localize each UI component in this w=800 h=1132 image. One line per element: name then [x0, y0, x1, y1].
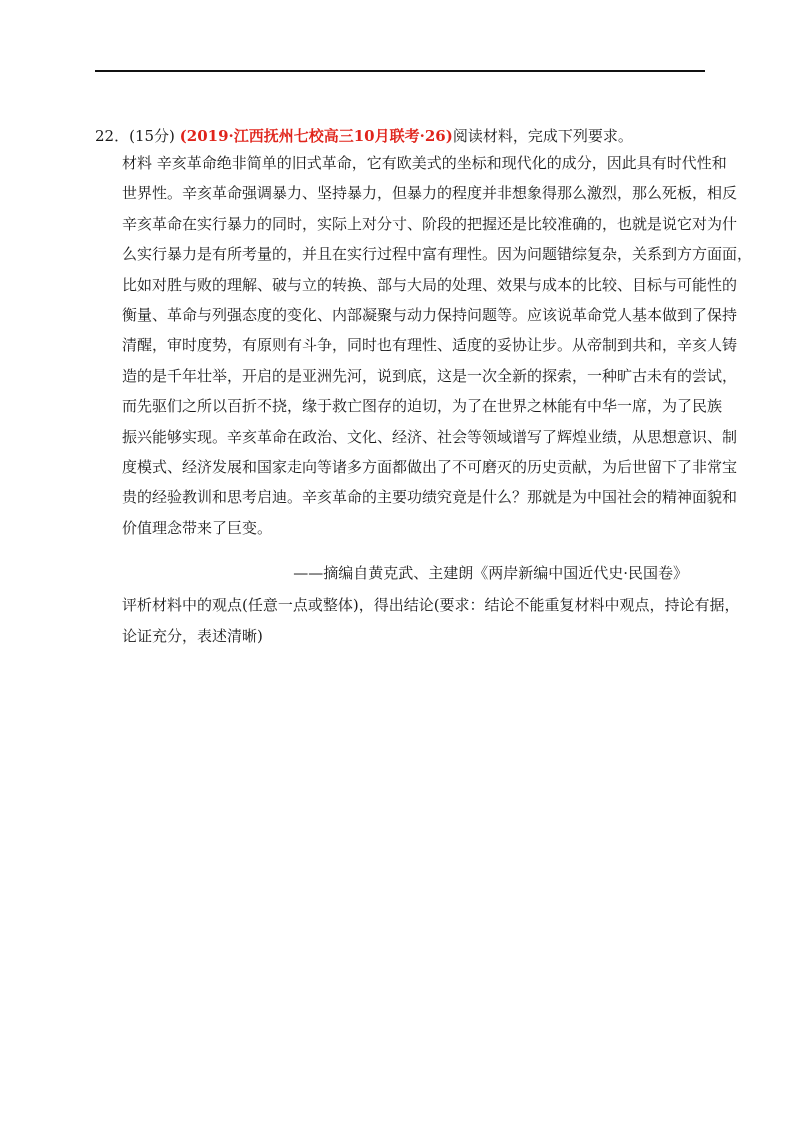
material-line: 清醒，审时度势，有原则有斗争，同时也有理性、适度的妥协让步。从帝制到共和，辛亥人铸 [122, 336, 738, 355]
question-source: (2019·江西抚州七校高三10月联考·26) [179, 127, 453, 145]
question-score: (15分) [129, 127, 175, 145]
question-header [95, 126, 725, 146]
material-line: 材料 辛亥革命绝非简单的旧式革命，它有欧美式的坐标和现代化的成分，因此具有时代性和 [122, 154, 727, 172]
question-instruction: 阅读材料，完成下列要求。 [452, 127, 633, 145]
material-line: 贵的经验教训和思考启迪。辛亥革命的主要功绩究竟是什么？那就是为中国社会的精神面貌和 [122, 488, 738, 507]
material-line: 辛亥革命在实行暴力的同时，实际上对分寸、阶段的把握还是比较准确的，也就是说它对为什 [122, 214, 738, 233]
material-line: 世界性。辛亥革命强调暴力、坚持暴力，但暴力的程度并非想象得那么激烈，那么死板，相反 [122, 184, 738, 203]
material-line: 造的是千年壮举，开启的是亚洲先河，说到底，这是一次全新的探索，一种旷古未有的尝试， [122, 366, 738, 385]
header-rule [95, 70, 705, 72]
prompt-line: 论证充分，表述清晰) [122, 627, 263, 645]
question-prompt [122, 595, 740, 657]
question-number: 22． [95, 127, 130, 145]
material-passage [122, 153, 753, 548]
material-attribution: ——摘编自黄克武、主建朗《两岸新编中国近代史·民国卷》 [293, 564, 688, 582]
material-line: 度模式、经济发展和国家走向等诸多方面都做出了不可磨灭的历史贡献，为后世留下了非常宝 [122, 457, 738, 476]
material-line: 衡量、革命与列强态度的变化、内部凝聚与动力保持问题等。应该说革命党人基本做到了保持 [122, 305, 738, 324]
material-line: 比如对胜与败的理解、破与立的转换、部与大局的处理、效果与成本的比较、目标与可能性的 [122, 275, 738, 294]
material-line: 价值理念带来了巨变。 [122, 518, 273, 537]
material-line: 么实行暴力是有所考量的，并且在实行过程中富有理性。因为问题错综复杂，关系到方方面面， [122, 245, 753, 264]
prompt-line: 评析材料中的观点(任意一点或整体)，得出结论(要求：结论不能重复材料中观点，持论有据， [122, 596, 740, 614]
material-line: 振兴能够实现。辛亥革命在政治、文化、经济、社会等领域谱写了辉煌业绩，从思想意识、制 [122, 427, 738, 446]
material-line: 而先驱们之所以百折不挠，缘于救亡图存的迫切，为了在世界之林能有中华一席，为了民族 [122, 397, 723, 416]
